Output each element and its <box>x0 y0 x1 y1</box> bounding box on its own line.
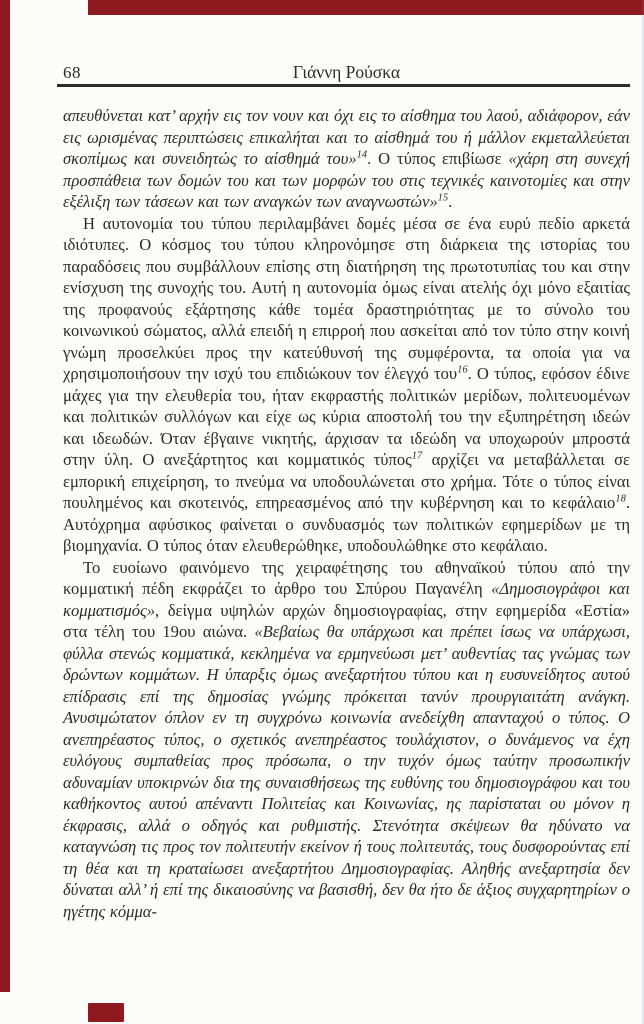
paragraph-autonomy <box>63 213 630 557</box>
text-segment: απευθύνεται κατ’ αρχήν εις τον νουν και όχι εις το αίσθημα του λαού, αδιάφορον, εάν εις ωρισμένας περιπτώσεις επικαλήται και το αίσθημά του ή μάλλον εκμεταλλεύεται σκοπίμως και συνειδητώς το αίσθημά του» <box>63 106 630 168</box>
paragraph-continuation <box>63 105 630 213</box>
running-header <box>63 60 630 84</box>
footnote-ref: 18 <box>615 493 626 505</box>
text-segment: Το ευοίωνο φαινόμενο της χειραφέτησης του αθηναϊκού τύπου από την κομματική πέδη εκφράζει το άρθρο του Σπύρου Παγανέλη <box>63 557 630 598</box>
book-cover-edge-top <box>88 0 644 15</box>
footnote-ref: 16 <box>457 364 468 376</box>
text-segment: . <box>448 192 453 211</box>
text-segment: «χάρη στη συνεχή προσπάθεια των δομών του και των μορφών του στις τεχνικές καινοτομίες και στην εξέλιξη των τάσεων και των αναγκών των αναγνωστών» <box>63 149 631 211</box>
header-rule <box>57 84 630 87</box>
text-segment: , δείγμα υψηλών αρχών δημοσιογραφίας, στην εφημερίδα «Εστία» στα τέλη του 19ου αιώνα. <box>63 600 630 641</box>
text-segment: . Αυτόχρημα αφύσικος φαίνεται ο συνδυασμός των πολιτικών εφημερίδων με τη βιομηχανία. Ο τύπος όταν ελευθερώθηκε, υποδουλώθηκε στο κεφάλαιο. <box>63 493 630 555</box>
footnote-ref: 17 <box>411 450 423 462</box>
paragraph-paganelis-quote <box>63 557 630 923</box>
book-cover-edge-bottom <box>88 1003 124 1022</box>
text-segment: . Ο τύπος επιβίωσε <box>367 149 509 168</box>
text-segment: «Δημοσιογράφοι και κομματισμός» <box>63 579 630 620</box>
page-number: 68 <box>63 63 81 82</box>
running-header-title: Γιάννη Ρούσκα <box>292 62 401 82</box>
text-segment: «Βεβαίως θα υπάρχωσι και πρέπει ίσως να υπάρχωσι, φύλλα στενώς κομματικά, κεκλημένα να ερμηνεύωσι μετ’ αυθεντίας τας γνώμας των δρώντων κομμάτων. Η ύπαρξις όμως ανεξαρτήτου τύπου και η ευσυνείδητος αυτού επίδρασις επί της δημοσίας γνώμης πρόκειται τανύν προυργιαιτάτη ανάγκη. Ανυσιμώτατον όπλον εν τη συγχρόνω κοινωνία ανεδείχθη απανταχού ο τύπος. Ο ανεπηρέαστος τύπος, ο σχετικός ανεπηρέαστος τουλάχιστον, ο δυνάμενος να έχη ευλόγους συμπαθείας προς πρόσωπα, ο την τυχόν όμως ταύτην προσωπικήν αδυναμίαν υποκιρνών δια της συναισθήσεως της ευθύνης του δημοσιογράφου και του καθήκοντος αυτού απέναντι Πολιτείας και Κοινωνίας, ης παρίσταται ου μόνον η έκφρασις, αλλά ο οδηγός και ρυθμιστής. Στενότητα σκέψεων θα ηδύνατο να καταγνώση τις προς τον πολιτευτήν εκείνον ή τους πολιτευτάς, τους δυσφορούντας επί τη θέα και τη κραταίωσει ανεξαρτήτου Δημοσιογραφίας. Αληθής ανεξαρτησία δεν δύναται αλλ’ ή επί της δικαιοσύνης να βασισθή, δεν θα ήτο δε άξιος συγχαρητηρίων ο ηγέτης κόμμα- <box>63 622 630 921</box>
footnote-ref: 14 <box>356 149 368 161</box>
page-content <box>63 60 630 922</box>
body-text <box>63 105 630 922</box>
footnote-ref: 15 <box>437 192 449 204</box>
text-segment: . Ο τύπος, εφόσον έδινε μάχες για την ελευθερία του, ήταν εκφραστής πολιτικών μερίδων, πολιτευομένων και πολιτικών συλλόγων και είχε ως κύρια αποστολή του την εξυπηρέτηση ιδεών και ιδεωδών. Όταν έβγαινε νικητής, άρχισαν τα ιδεώδη να υποχωρούν μπροστά στην ύλη. Ο ανεξάρτητος και κομματικός τύπος <box>63 364 630 469</box>
text-segment: αρχίζει να μεταβάλλεται σε εμπορική επιχείρηση, το πνεύμα να υποδουλώνεται στο χρήμα. Τότε ο τύπος είναι πουλημένος και σκοτεινός, επηρεασμένος από την κυβέρνηση και το κεφάλαιο <box>63 450 631 512</box>
text-segment: Η αυτονομία του τύπου περιλαμβάνει δομές μέσα σε ένα ευρύ πεδίο αρκετά ιδιότυπες. Ο κόσμος του τύπου κληρονόμησε στη διάρκεια της ιστορίας του παραδόσεις που συμβάλλουν επίσης στη διατήρηση της πρωτοτυπίας του και στην ενίσχυση της συνοχής του. Αυτή η αυτονομία όμως είναι ατελής όχι μόνο εξαιτίας της προφανούς εξάρτησης κάθε τομέα δραστηριότητας με το σύνολο του κοινωνικού σώματος, αλλά επειδή η επιρροή που ασκείται από τον τύπο στην κοινή γνώμη προσελκύει προς την κατεύθυνσή της συμφέροντα, τα οποία για να χρησιμοποιήσουν την ισχύ του επιδιώκουν τον έλεγχό του <box>63 213 630 383</box>
book-cover-edge-left <box>0 0 10 992</box>
